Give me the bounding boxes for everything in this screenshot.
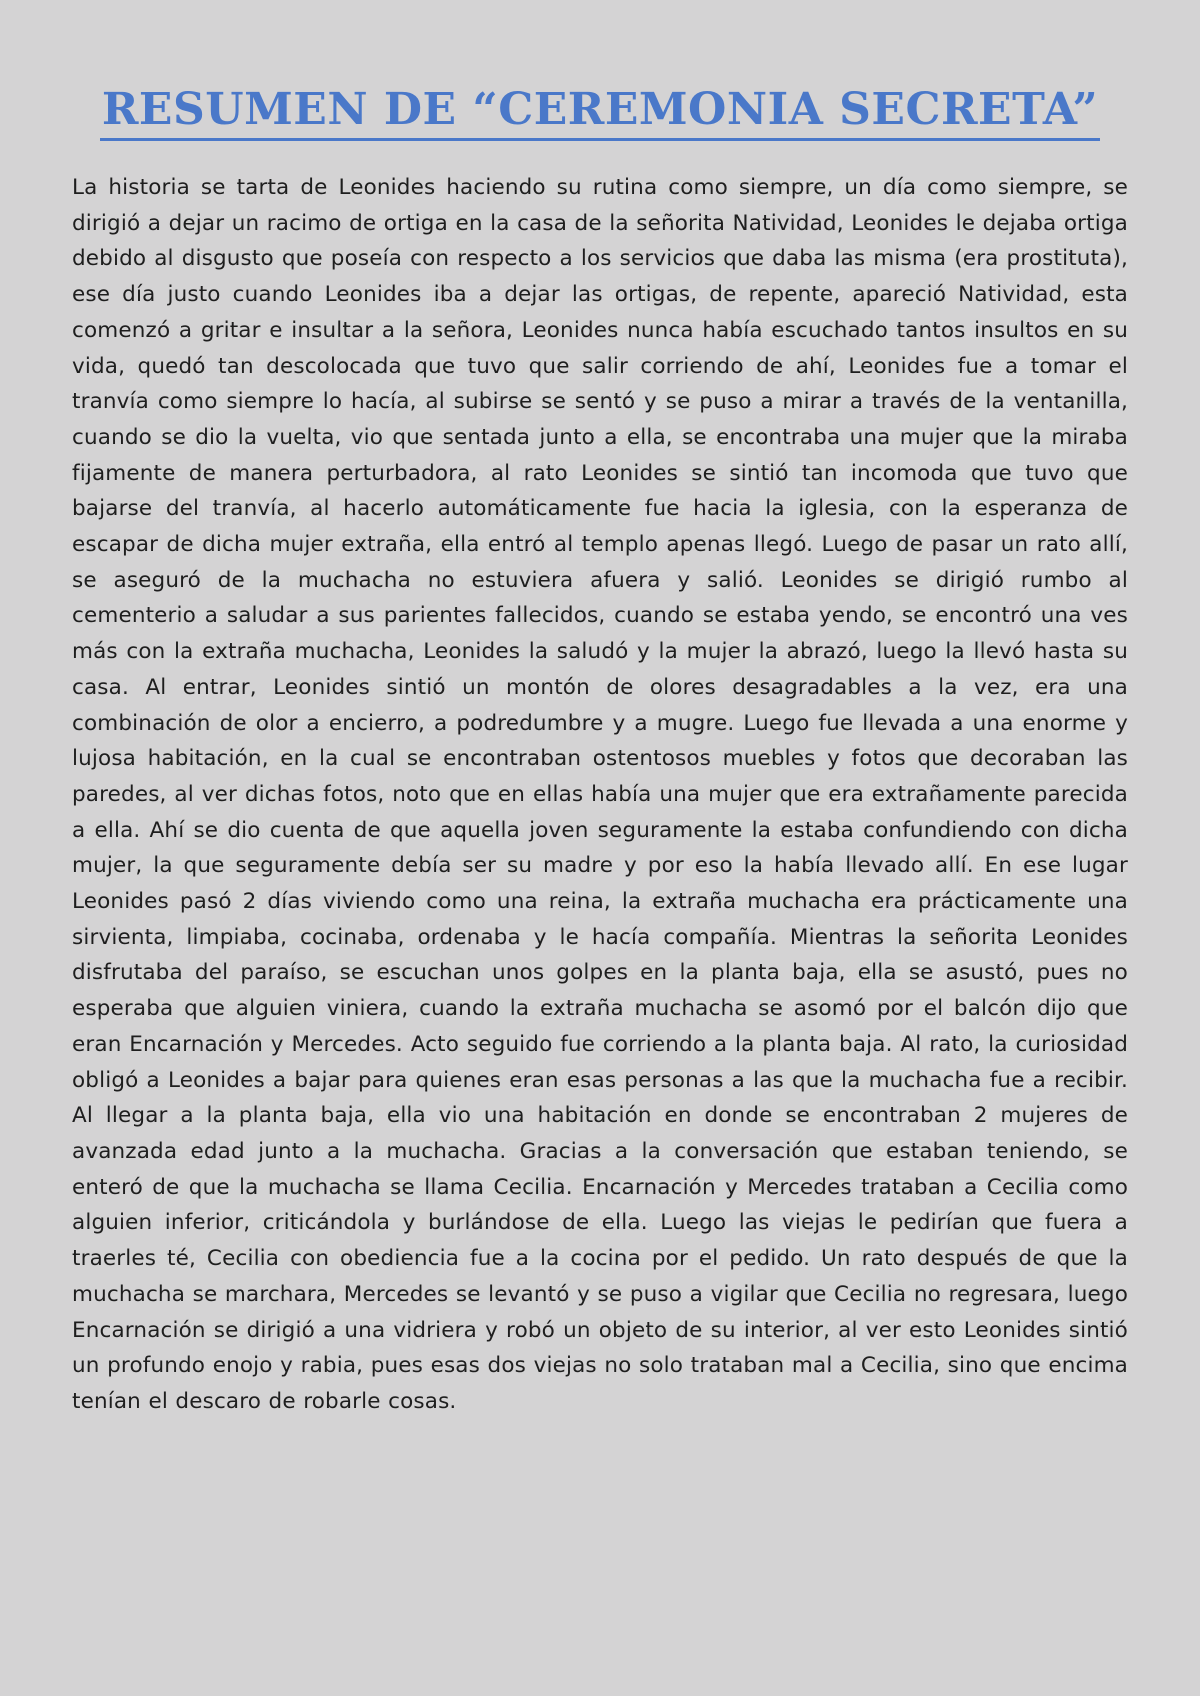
summary-paragraph: La historia se tarta de Leonides haciendo su rutina como siempre, un día como siempre, se dirigió a dejar un racimo de ortiga en la casa de la señorita Natividad, Leonides le dejaba ortiga debido al disgusto que poseía con respecto a los servicios que daba las misma (era prostituta), ese día justo cuando Leonides iba a dejar las ortigas, de repente, apareció Natividad, esta comenzó a gritar e insultar a la señora, Leonides nunca había escuchado tantos insultos en su vida, quedó tan descolocada que tuvo que salir corriendo de ahí, Leonides fue a tomar el tranvía como siempre lo hacía, al subirse se sentó y se puso a mirar a través de la ventanilla, cuando se dio la vuelta, vio que sentada junto a ella, se encontraba una mujer que la miraba fijamente de manera perturbadora, al rato Leonides se sintió tan incomoda que tuvo que bajarse del tranvía, al hacerlo automáticamente fue hacia la iglesia, con la esperanza de escapar de dicha mujer extraña, ella entró al templo apenas llegó. Luego de pasar un rato allí, se aseguró de la muchacha no estuviera afuera y salió. Leonides se dirigió rumbo al cementerio a saludar a sus parientes fallecidos, cuando se estaba yendo, se encontró una ves más con la extraña muchacha, Leonides la saludó y la mujer la abrazó, luego la llevó hasta su casa. Al entrar, Leonides sintió un montón de olores desagradables a la vez, era una combinación de olor a encierro, a podredumbre y a mugre. Luego fue llevada a una enorme y lujosa habitación, en la cual se encontraban ostentosos muebles y fotos que decoraban las paredes, al ver dichas fotos, noto que en ellas había una mujer que era extrañamente parecida a ella. Ahí se dio cuenta de que aquella joven seguramente la estaba confundiendo con dicha mujer, la que seguramente debía ser su madre y por eso la había llevado allí. En ese lugar Leonides pasó 2 días viviendo como una reina, la extraña muchacha era prácticamente una sirvienta, limpiaba, cocinaba, ordenaba y le hacía compañía. Mientras la señorita Leonides disfrutaba del paraíso, se escuchan unos golpes en la planta baja, ella se asustó, pues no esperaba que alguien viniera, cuando la extraña muchacha se asomó por el balcón dijo que eran Encarnación y Mercedes. Acto seguido fue corriendo a la planta baja. Al rato, la curiosidad obligó a Leonides a bajar para quienes eran esas personas a las que la muchacha fue a recibir. Al llegar a la planta baja, ella vio una habitación en donde se encontraban 2 mujeres de avanzada edad junto a la muchacha. Gracias a la conversación que estaban teniendo, se enteró de que la muchacha se llama Cecilia. Encarnación y Mercedes trataban a Cecilia como alguien inferior, criticándola y burlándose de ella. Luego las viejas le pedirían que fuera a traerles té, Cecilia con obediencia fue a la cocina por el pedido. Un rato después de que la muchacha se marchara, Mercedes se levantó y se puso a vigilar que Cecilia no regresara, luego Encarnación se dirigió a una vidriera y robó un objeto de su interior, al ver esto Leonides sintió un profundo enojo y rabia, pues esas dos viejas no solo trataban mal a Cecilia, sino que encima tenían el descaro de robarle cosas.	[72, 175, 1128, 1414]
title-container	[0, 82, 1200, 141]
document-title: RESUMEN DE “CEREMONIA SECRETA”	[100, 82, 1100, 141]
